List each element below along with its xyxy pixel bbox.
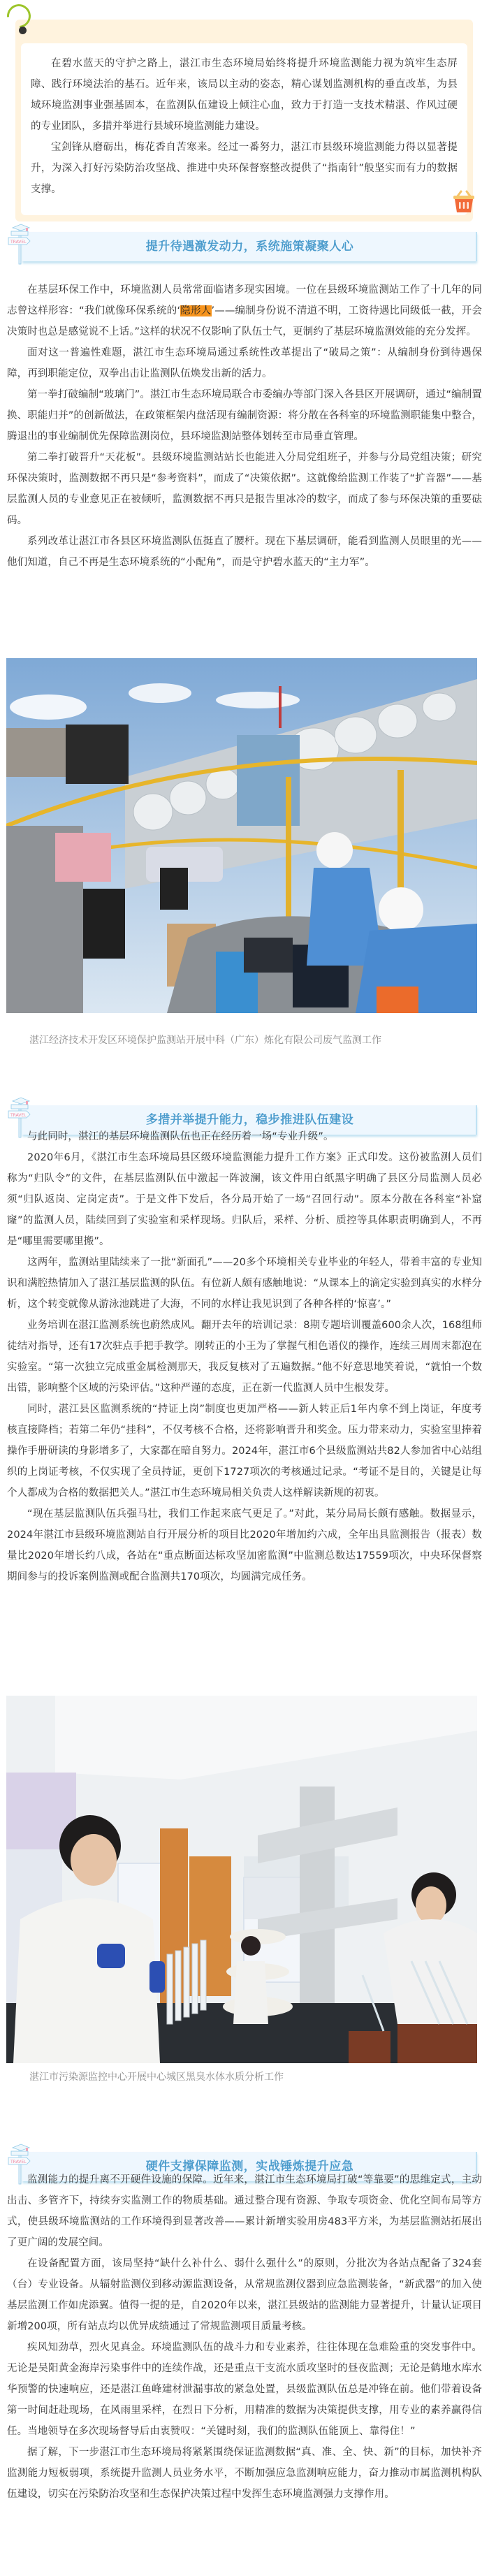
- section-title: 提升待遇激发动力，系统施策凝聚人心: [145, 240, 354, 254]
- svg-text:TRAVEL: TRAVEL: [10, 1113, 27, 1118]
- section-2-paragraph: 与此同时，湛江的基层环境监测队伍也正在经历着一场“专业升级”。: [27, 1131, 334, 1142]
- intro-paragraph: 在碧水蓝天的守护之路上，湛江市生态环境局始终将提升环境监测能力视为筑牢生态屏障、践行环境法治的基石。近年来，该局以主动的姿态，精心谋划监测机构的垂直改革，为县域环境监测事业强基固本，在监测队伍建设上倾注心血，致力于打造一支技术精湛、作风过硬的专业团队，多措并举进行县域环境监测能力建设。: [31, 58, 458, 132]
- intro-paragraph: 宝剑锋从磨砺出，梅花香自苦寒来。经过一番努力，湛江市县级环境监测能力得以显著提升，为深入打好污染防治攻坚战、推进中央环保督察整改提供了“指南针”般坚实而有力的数据支撑。: [31, 142, 458, 195]
- section-2-body: [7, 1126, 482, 1587]
- section-3-paragraph: 据了解，下一步湛江市生态环境局将紧紧围绕保证监测数据“真、准、全、快、新”的目标，加快补齐监测能力短板弱项，系统提升监测人员业务水平，不断加强应急监测响应能力，奋力推动市属监测机构队伍建设，切实在污染防治攻坚和生态保护决策过程中发挥生态环境监测强力支撑作用。: [7, 2447, 482, 2500]
- svg-text:TRAVEL: TRAVEL: [10, 240, 27, 245]
- section-1-paragraph: 在基层环保工作中，环境监测人员常常面临诸多现实困境。一位在县级环境监测站工作了十几年的同志曾这样形容：“我们就像环保系统的‘隐形人’——编制身份说不清道不明，工资待遇比同级低一截，开会决策时也总是感觉说不上话。”这样的状况不仅影响了队伍士气，更制约了基层环境监测效能的充分发挥。: [7, 284, 482, 337]
- photo-water-quality-lab: [6, 1696, 477, 2063]
- pin-dot-icon: [19, 27, 27, 34]
- intro-card: [15, 20, 473, 221]
- section-title: 硬件支撑保障监测，实战锤炼提升应急: [145, 2160, 354, 2174]
- section-2-paragraph: 2020年6月，《湛江市生态环境局县区级环境监测能力提升工作方案》正式印发。这份被监测人员们称为“归队令”的文件，在基层监测队伍中激起一阵波澜，该文件用白纸黑字明确了县区分局监测人员必须“归队返岗、定岗定责”。于是文件下发后，各分局开始了一场“召回行动”。原本分散在各科室“补窟窿”的监测人员，陆续回到了实验室和采样现场。归队后，采样、分析、质控等具体职责明确到人，不再是“哪里需要哪里搬”。: [7, 1152, 482, 1247]
- section-title: 多措并举提升能力，稳步推进队伍建设: [145, 1113, 354, 1127]
- intro-card-body: [21, 43, 467, 215]
- section-3-paragraph: 在设备配置方面，该局坚持“缺什么补什么、弱什么强什么”的原则，分批次为各站点配备了324套（台）专业设备。从辐射监测仪到移动源监测设备，从常规监测仪器到应急监测装备，“新武器”的加入使基层监测工作如虎添翼。值得一提的是，自2020年以来，湛江县级站的监测能力显著提升，计量认证项目新增200项，所有站点均以优异成绩通过了常规监测项目质量考核。: [7, 2258, 482, 2332]
- section-1-paragraph: 面对这一普遍性难题，湛江市生态环境局通过系统性改革提出了“破局之策”：从编制身份到待遇保障，再到职能定位，双拳出击让监测队伍焕发出新的活力。: [7, 347, 482, 379]
- basket-icon: [451, 189, 476, 214]
- photo-exhaust-monitoring: [6, 658, 477, 1013]
- section-1-paragraph: 系列改革让湛江市各县区环境监测队伍挺直了腰杆。现在下基层调研，能看到监测人员眼里的光——他们知道，自己不再是生态环境系统的“小配角”，而是守护碧水蓝天的“主力军”。: [7, 536, 482, 568]
- section-3-body: [7, 2169, 482, 2505]
- highlighted-term: 隐形人: [180, 305, 212, 316]
- section-1-paragraph: 第二拳打破晋升“天花板”。县级环境监测站站长也能进入分局党组班子，并参与分局党组决策；研究环保决策时，监测数据不再只是“参考资料”，而成了“决策依据”。这就像给监测工作装了“扩音器”——基层监测人员的专业意见正在被倾听，监测数据不再只是报告里冰冷的数字，而成了参与环保决策的重要砝码。: [7, 452, 482, 526]
- section-2-paragraph: 同时，湛江县区监测系统的“持证上岗”制度也更加严格——新人转正后1年内拿不到上岗证，年度考核直接降档；若第二年仍“挂科”，不仅考核不合格，还将影响晋升和奖金。压力带来动力，实验室里捧着操作手册研读的身影增多了，大家都在暗自努力。2024年，湛江市6个县级监测站共82人参加省中心站组织的上岗证考核，不仅实现了全员持证，更创下1727项次的考核通过记录。“考证不是目的，关键是让每个人都成为合格的数据把关人。”湛江市生态环境局相关负责人这样解读新规的初衷。: [7, 1404, 482, 1499]
- section-2-paragraph: “现在基层监测队伍兵强马壮，我们工作起来底气更足了。”对此，某分局局长颇有感触。数据显示，2024年湛江市县级环境监测站自行开展分析的项目比2020年增加约六成，全年出具监测报告（报表）数量比2020年增长约八成，各站在“重点断面达标攻坚加密监测”中监测总数达17559项次，中央环保督察期间参与的投诉案例监测或配合监测共170项次，均圆满完成任务。: [7, 1508, 482, 1582]
- photo-caption: 湛江市污染源监控中心开展中心城区黑臭水体水质分析工作: [29, 2072, 284, 2083]
- section-1-body: [7, 279, 482, 573]
- section-1-paragraph: 第一拳打破编制“玻璃门”。湛江市生态环境局联合市委编办等部门深入各县区开展调研，通过“编制置换、职能归并”的创新做法，在政策框架内盘活现有编制资源：将分散在各科室的环境监测职能集中整合，腾退出的事业编制优先保障监测岗位，县环境监测站整体划转至市局垂直管理。: [7, 389, 482, 442]
- section-header-1: [7, 222, 479, 264]
- section-2-paragraph: 这两年，监测站里陆续来了一批“新面孔”——20多个环境相关专业毕业的年轻人，带着丰富的专业知识和满腔热情加入了湛江基层监测的队伍。有位新人颇有感触地说：“从课本上的滴定实验到真实的水样分析，这个转变就像从游泳池跳进了大海，不同的水样让我见识到了各种各样的‘惊喜’。”: [7, 1257, 482, 1310]
- section-3-paragraph: 疾风知劲草，烈火见真金。环境监测队伍的战斗力和专业素养，往往体现在急难险重的突发事件中。无论是吴阳黄金海岸污染事件中的连续作战，还是重点干支流水质攻坚时的昼夜监测；无论是鹤地水库水华预警的快速响应，还是湛江鱼峰建材泄漏事故的紧急处置，县级监测队伍总是冲锋在前。他们带着设备第一时间赶赴现场，在风雨里采样，在烈日下分析，用精准的数据为决策提供支撑，用专业的素养赢得信任。当地领导在多次现场督导后由衷赞叹：“关键时刻，我们的监测队伍能顶上、靠得住！”: [7, 2342, 482, 2437]
- photo-caption: 湛江经济技术开发区环境保护监测站开展中科（广东）炼化有限公司废气监测工作: [29, 1035, 381, 1046]
- section-3-paragraph: 监测能力的提升离不开硬件设施的保障。近年来，湛江市生态环境局打破“等靠要”的思维定式，主动出击、多管齐下，持续夯实监测工作的物质基础。通过整合现有资源、争取专项资金、优化空间布局等方式，使县级环境监测站的工作环境得到显著改善——累计新增实验用房483平方米，为基层监测站拓展出了更广阔的发展空间。: [7, 2174, 482, 2248]
- section-2-paragraph: 业务培训在湛江监测系统也蔚然成风。翻开去年的培训记录：8期专题培训覆盖600余人次，168组师徒结对指导，还有17次驻点手把手教学。刚转正的小王为了掌握气相色谱仪的操作，连续三周周末都泡在实验室。“第一次独立完成重金属检测那天，我反复核对了五遍数据。”他不好意思地笑着说，“就怕一个数出错，影响整个区域的污染评估。”这种严谨的态度，正在新一代监测人员中生根发芽。: [7, 1320, 482, 1394]
- travel-signpost-icon: [7, 222, 35, 265]
- svg-text:TRAVEL: TRAVEL: [10, 2160, 27, 2164]
